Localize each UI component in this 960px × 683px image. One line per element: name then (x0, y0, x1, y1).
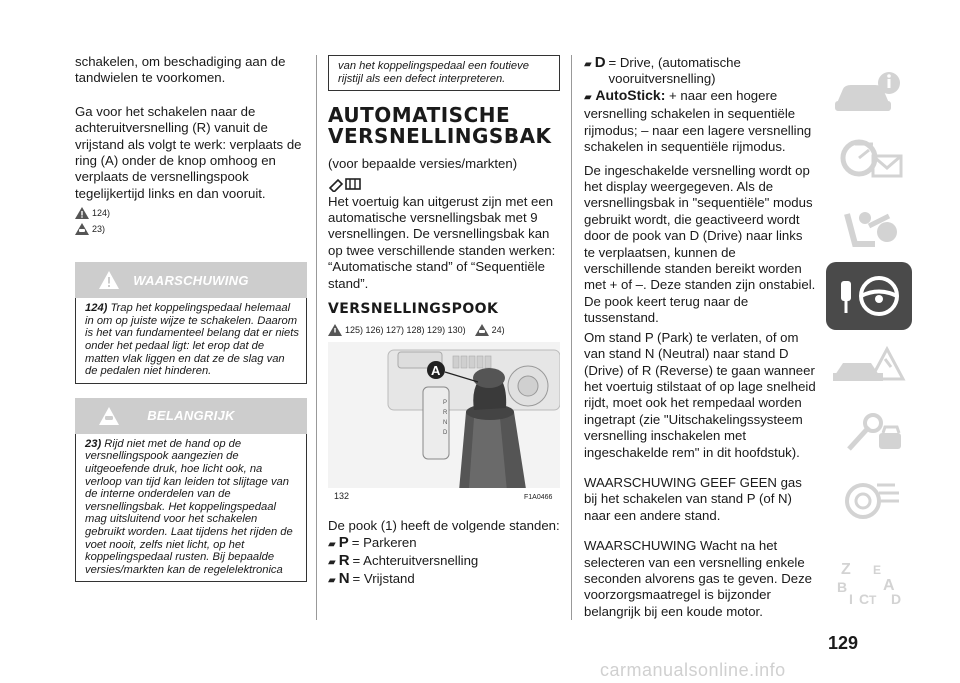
breakdown-warning-icon (829, 339, 909, 389)
car-warning-icon (475, 324, 489, 336)
warning-triangle-icon (99, 271, 119, 289)
reference-label: 124) (92, 208, 111, 219)
tab-starting-driving[interactable] (826, 262, 912, 330)
gear-item-n: ▰ N = Vrijstand (328, 570, 415, 588)
car-info-icon (829, 67, 909, 117)
paragraph-positions: De pook (1) heeft de volgende standen: (328, 518, 560, 534)
important-box (75, 398, 307, 583)
warning-box-header (75, 262, 307, 298)
gear-item-d: ▰ D = Drive, (automatische vooruitversnelling) (584, 54, 741, 86)
section-heading: AUTOMATISCHE VERSNELLINGSBAK (328, 103, 552, 149)
autostick-paragraph (584, 87, 816, 156)
tab-vehicle-info[interactable] (826, 58, 912, 126)
warning-text: Trap het koppelingspedaal helemaal in om op juiste wijze te schakelen. Daarom is het van fundamenteel belang dat er niets onder het pedaal ligt: let erop dat de matten vlak liggen en dat ze de slag van de pedalen niet hinderen. (85, 302, 299, 378)
tab-index[interactable] (826, 548, 912, 614)
checkbox-icon: ▰ (328, 557, 336, 569)
figure-number: 132 (334, 491, 350, 502)
paragraph-warning-wait: WAARSCHUWING Wacht na het selecteren van een versnelling enkele seconden alvorens gas te geven. Deze voorzorgsmaatregel is bijzonder belangrijk bij een koude motor. (584, 538, 812, 619)
checkbox-icon: ▰ (328, 539, 336, 551)
svg-text:D: D (891, 591, 902, 606)
svg-text:C: C (859, 591, 870, 606)
important-continued-text: van het koppelingspedaal een foutieve rijstijl als een defect interpreteren. (338, 60, 529, 85)
svg-text:B: B (837, 579, 848, 595)
column-3 (584, 55, 816, 620)
autostick-text: + naar een hogere versnelling schakelen in sequentiële rijmodus; – naar een lagere versnelling schakelen in sequentiële rijmodus. (584, 88, 812, 155)
gate-label-r: R (443, 410, 448, 417)
seat-safety-icon (829, 204, 909, 254)
checkbox-icon: ▰ (328, 575, 336, 587)
car-warning-icon (75, 223, 89, 235)
svg-text:A: A (883, 577, 895, 594)
paragraph-display: De ingeschakelde versnelling wordt op het display weergegeven. Als de versnellingsbak in "sequentiële" modus gebruikt wordt, die geactiveerd wordt door de pook van D (Drive) naar links te verplaatsen, kunnen de verschillende standen bereikt worden met + of –. Deze standen zijn onstabiel. De pook keert terug naar de tussenstand. (584, 162, 816, 326)
column-divider (316, 55, 317, 620)
warning-box (75, 262, 307, 384)
index-letters-icon (829, 556, 909, 606)
reference-124 (75, 206, 307, 220)
svg-text:Z: Z (841, 561, 851, 578)
paragraph-warning-gas: WAARSCHUWING GEEF GEEN gas bij het schakelen van stand P (of N) naar een andere stand. (584, 474, 802, 523)
warning-title: WAARSCHUWING (133, 272, 249, 288)
svg-text:I: I (849, 591, 853, 606)
warning-box-body (75, 298, 307, 384)
column-divider (571, 55, 572, 620)
reference-extra: 24) (491, 325, 505, 336)
figure-callout-a: A (431, 363, 441, 379)
tab-maintenance[interactable] (826, 398, 912, 466)
reference-label: 23) (92, 224, 106, 235)
autostick-label: AutoStick: (595, 87, 666, 103)
important-number: 23) (85, 437, 102, 450)
important-title: BELANGRIJK (147, 408, 235, 424)
paragraph-park: Om stand P (Park) te verlaten, of om van stand N (Neutral) naar stand D (Drive) of R (Reverse) te gaan wanneer het voertuig stilstaat of op lage snelheid rijdt, moet ook het rempedaal worden ingetrapt (zie "Uitschakelingssysteem versnelling inschakelen met ingeschakelde rem" in dit hoofdstuk). (584, 329, 816, 460)
svg-text:T: T (869, 593, 877, 606)
dashboard-warning-icon (829, 136, 909, 186)
column-2 (328, 55, 560, 589)
version-note: (voor bepaalde versies/markten) (328, 156, 518, 172)
tab-instrument-panel[interactable] (826, 127, 912, 195)
tab-safety[interactable] (826, 195, 912, 263)
important-box-continued (328, 55, 560, 91)
warning-triangle-icon (328, 324, 342, 336)
important-box-body (75, 434, 307, 583)
figure-code: F1A0466 (524, 494, 553, 502)
gate-label-d: D (443, 430, 448, 437)
paragraph-reverse: Ga voor het schakelen naar de achteruitversnelling (R) vanuit de vrijstand als volgt te werk: verplaats de ring (A) onder de knop omhoog en verplaats de versnellingspook tegelijkertijd links en dan vooruit. (75, 103, 302, 201)
gear-list (328, 535, 560, 589)
important-box-header (75, 398, 307, 434)
warning-triangle-icon (75, 207, 89, 219)
gear-item-p: ▰ P = Parkeren (328, 534, 417, 552)
reference-numbers: 125) 126) 127) 128) 129) 130) (345, 325, 466, 336)
car-warning-icon (99, 407, 119, 425)
column-1 (75, 54, 307, 582)
tab-emergency[interactable] (826, 330, 912, 398)
warning-number: 124) (85, 302, 108, 315)
reference-23 (75, 222, 307, 236)
paragraph-intro: schakelen, om beschadiging aan de tandwielen te voorkomen. (75, 54, 286, 86)
reference-list (328, 323, 560, 337)
checkbox-icon: ▰ (584, 59, 592, 70)
watermark: carmanualsonline.info (600, 660, 786, 680)
gate-label-n: N (443, 420, 448, 427)
gate-label-p: P (443, 400, 448, 407)
maintenance-wrench-icon (829, 407, 909, 457)
gear-lever-illustration (328, 342, 560, 504)
accessory-icon (328, 176, 362, 192)
page-number: 129 (828, 633, 859, 653)
checkbox-icon: ▰ (584, 92, 592, 103)
svg-text:E: E (873, 563, 882, 577)
gear-item-r: ▰ R = Achteruitversnelling (328, 552, 479, 570)
tab-technical-data[interactable] (826, 466, 912, 534)
paragraph-gearbox: Het voertuig kan uitgerust zijn met een automatische versnellingsbak met 9 versnellingen. De versnellingsbak kan op twee verschillende standen werken: “Automatische stand” of “Sequentiële stand”. (328, 193, 556, 291)
key-steering-wheel-icon (829, 271, 909, 321)
tech-data-icon (829, 475, 909, 525)
subsection-heading: VERSNELLINGSPOOK (328, 301, 499, 318)
important-text: Rijd niet met de hand op de versnellingspook aangezien de uitgeoefende druk, hoe licht ook, na verloop van tijd kan leiden tot slijtage van de interne onderdelen van de versnellingsbak. Het koppelingspedaal mag uitsluitend voor het schakelen gebruikt worden. Laat tijdens het rijden de voet nooit, zelfs niet licht, op het koppelingspedaal rusten. Bij bepaalde versies/markten kan de regelelektronica (85, 437, 293, 576)
